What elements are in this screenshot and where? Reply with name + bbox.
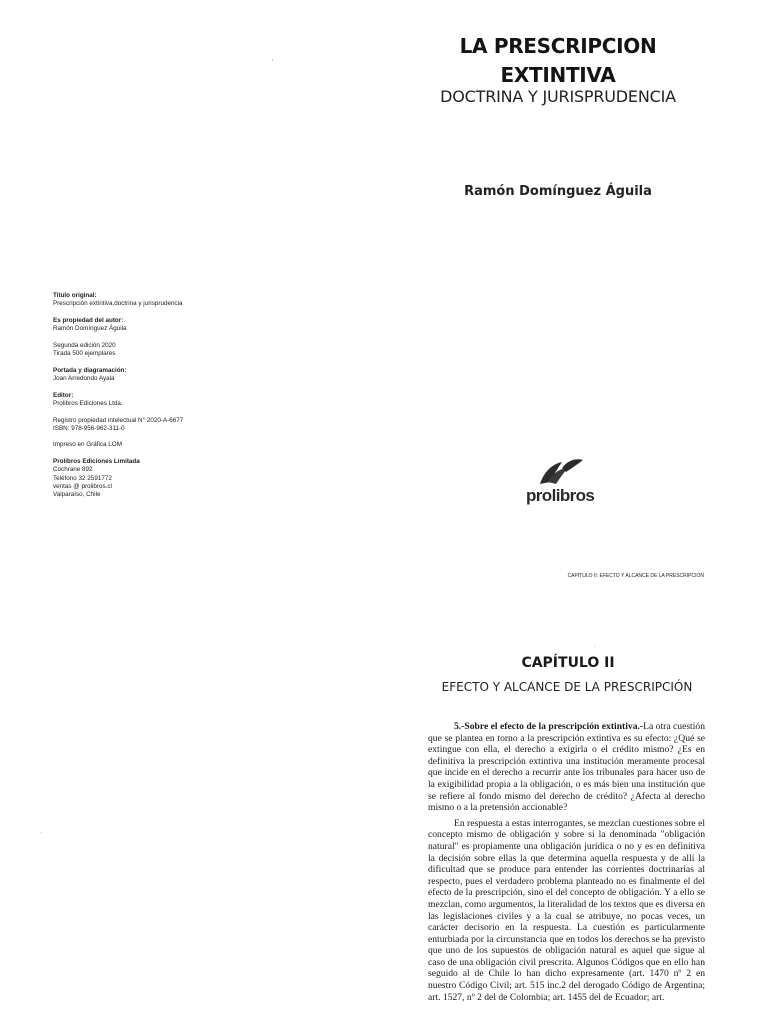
colophon-ownership-value: Ramón Domínguez Águila — [53, 325, 127, 333]
colophon-registry — [53, 417, 273, 433]
colophon-original-title — [53, 292, 273, 308]
publisher-logo — [524, 456, 594, 510]
paragraph-1-text: La otra cuestión que se plantea en torno a la prescripción extintiva es su efecto: ¿Qué se extingue con ella, el derecho a exigirla o el crédito mismo? ¿Es en definitiva la prescripción extintiva una institución meramente procesal que incide en el derecho a recurrir ante los tribunales para hacer uso de la exigibilidad propia a la obligación, o es más bien una institución que se refiere al fondo mismo del derecho de crédito? ¿Afecta al derecho mismo o a la pretensión accionable? — [428, 721, 705, 814]
book-title — [408, 32, 708, 90]
colophon-ownership-label: Es propiedad del autor: — [53, 316, 124, 324]
book-title-line1: LA PRESCRIPCION — [459, 34, 657, 58]
colophon-editor-label: Editor: — [53, 391, 74, 399]
colophon-publisher-label: Prolibros Ediciones Limitada — [53, 458, 140, 466]
paragraph-2: En respuesta a estas interrogantes, se mezclan cuestiones sobre el concepto mismo de obligación y sobre si la denominada "obligación natural" es propiamente una obligación jurídica o no y es en definitiva la decisión sobre ellas la que determina aquella respuesta y de allí la dificultad que se produce para entender las corrientes doctrinarias al respecto, pues el verdadero problema planteado no es finalmente el del efecto de la prescripción, sino el del concepto de obligación. Y a ello se mezclan, como argumentos, la literalidad de los textos que es diversa en las legislaciones civiles y a la cual se atribuye, no pocas veces, un carácter decisorio en la respuesta. La cuestión es particularmente enturbiada por la circunstancia que en todos los derechos se ha previsto que uno de los supuestos de obligación natural es aquel que sigue al caso de una obligación civil prescrita. Algunos Códigos que en ello han seguido al de Chile lo han dicho expresamente (art. 1470 nº 2 en nuestro Código Civil; art. 515 inc.2 del derogado Código de Argentina; art. 1527, nº 2 del de Colombia; art. 1455 del de Ecuador; art. — [428, 817, 705, 1003]
colophon-publisher — [53, 458, 273, 499]
colophon-address: Cochrane 892 — [53, 466, 93, 474]
colophon-ownership — [53, 317, 273, 333]
colophon-email: ventas @ prolibros.cl — [53, 482, 112, 490]
colophon-editor-value: Prolibros Ediciones Ltda. — [53, 399, 123, 407]
colophon-edition-value: Segunda edición 2020 — [53, 341, 116, 349]
colophon-editor — [53, 392, 273, 408]
colophon-printer-value: Impreso en Gráfica LOM — [53, 441, 122, 449]
leaf-icon — [538, 456, 584, 486]
colophon-isbn: ISBN: 978-956-962-311-0 — [53, 424, 125, 432]
colophon-phone: Teléfono 32 2591772 — [53, 474, 112, 482]
publisher-logo-text: prolibros — [526, 486, 595, 505]
book-author: Ramón Domínguez Águila — [464, 184, 652, 199]
chapter-title: EFECTO Y ALCANCE DE LA PRESCRIPCIÓN — [441, 680, 693, 694]
colophon-registry-value: Registro propiedad intelectual N° 2020-A-6677 — [53, 416, 184, 424]
chapter-body — [428, 721, 705, 1007]
colophon-city: Valparaíso, Chile — [53, 490, 101, 498]
colophon-original-title-label: Titulo original: — [53, 292, 97, 299]
colophon-cover-label: Portada y diagramación: — [53, 366, 127, 374]
scan-speck: ' — [272, 60, 274, 66]
book-title-line2: EXTINTIVA — [500, 63, 616, 87]
scan-speck: · — [594, 644, 596, 650]
scan-speck: · — [40, 830, 42, 836]
chapter-number: CAPÍTULO II — [521, 655, 615, 671]
book-subtitle: DOCTRINA Y JURISPRUDENCIA — [440, 87, 676, 106]
colophon-printer — [53, 441, 273, 449]
colophon-cover-value: Joan Arredondo Ayala — [53, 374, 115, 382]
colophon-print-run: Tirada 500 ejemplares — [53, 350, 116, 358]
paragraph-1 — [428, 721, 705, 814]
colophon-original-title-value: Prescripción extintiva,doctrina y jurisprudencia — [53, 300, 183, 308]
section-heading: 5.-Sobre el efecto de la prescripción extintiva.- — [454, 721, 644, 732]
running-header: CAPÍTULO II: EFECTO Y ALCANCE DE LA PRESCRIPCION — [567, 573, 704, 579]
colophon-cover — [53, 367, 273, 383]
colophon — [53, 292, 273, 508]
colophon-edition — [53, 342, 273, 358]
